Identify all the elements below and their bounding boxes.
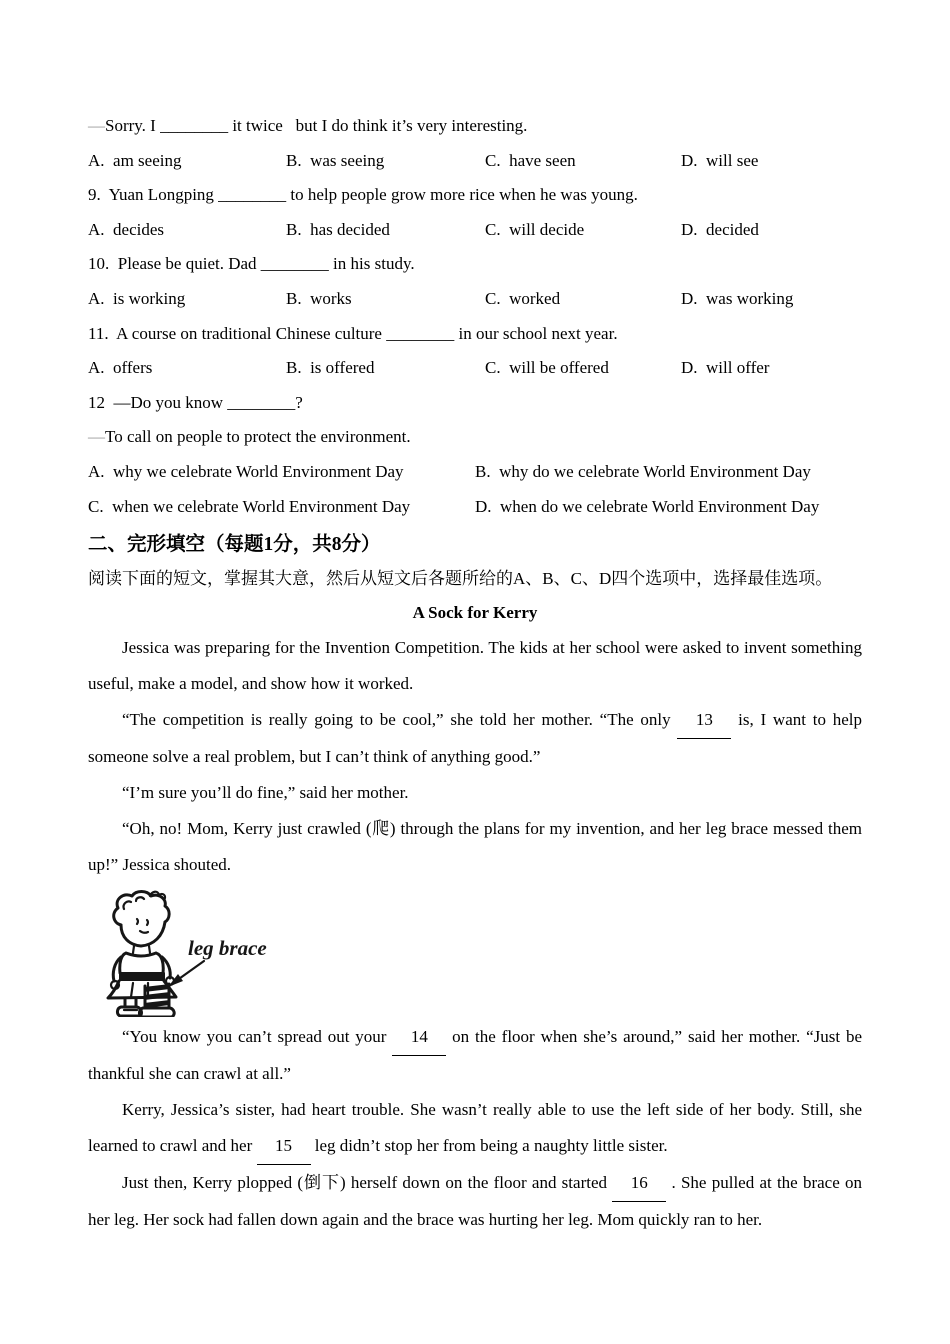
option-c: C. will decide <box>485 219 585 239</box>
paragraph-2-text: is, I want to help someone solve a real problem, but I can’t think of anything good.” <box>88 710 862 767</box>
option-b: B. why do we celebrate World Environment Day <box>475 461 811 481</box>
option-d: D. will see <box>681 150 759 170</box>
question-11-options <box>88 351 862 386</box>
paragraph-2 <box>88 702 862 775</box>
option-d: D. when do we celebrate World Environment Day <box>475 496 820 516</box>
leg-brace-label: leg brace <box>188 936 267 961</box>
paragraph-5 <box>88 1019 862 1092</box>
option-d: D. was working <box>681 288 794 308</box>
option-a: A. decides <box>88 219 165 239</box>
option-c: C. when we celebrate World Environment Day <box>88 496 411 516</box>
question-10-stem: 10. Please be quiet. Dad ________ in his study. <box>88 254 415 274</box>
multiple-choice-section <box>88 109 862 524</box>
question-12-stem: 12 —Do you know ________? <box>88 392 303 412</box>
blank-15: 15 <box>257 1128 311 1165</box>
section-2-instruction: 阅读下面的短文，掌握其大意，然后从短文后各题所给的A、B、C、D四个选项中，选择最佳选项。 <box>88 569 833 589</box>
question-8-options <box>88 144 862 179</box>
option-b: B. works <box>286 288 352 308</box>
option-b: B. was seeing <box>286 150 385 170</box>
option-c: C. will be offered <box>485 358 609 378</box>
question-8-followup-line <box>88 109 862 144</box>
passage-title: A Sock for Kerry <box>412 603 538 623</box>
question-12-options <box>88 455 862 524</box>
cloze-passage <box>88 596 862 1238</box>
question-10-options <box>88 282 862 317</box>
blank-13: 13 <box>677 702 731 739</box>
option-d: D. decided <box>681 219 759 239</box>
blank-14: 14 <box>392 1019 446 1056</box>
paragraph-6-text: Kerry, Jessica’s sister, had heart trouble. She wasn’t really able to use the left side of her body. Still, she learned to crawl and her <box>88 1100 862 1156</box>
paragraph-7-text: . She pulled at the brace on her leg. Her sock had fallen down again and the brace was hurting her leg. Mom quickly ran to her. <box>88 1173 862 1230</box>
option-a: A. am seeing <box>88 150 182 170</box>
child-with-leg-brace-illustration <box>88 889 862 1017</box>
child-drawing-icon <box>88 889 348 1017</box>
paragraph-3: “I’m sure you’ll do fine,” said her mother. <box>122 783 409 803</box>
option-a: A. why we celebrate World Environment Day <box>88 461 404 481</box>
paragraph-5-text: “You know you can’t spread out your <box>122 1027 393 1047</box>
paragraph-4: “Oh, no! Mom, Kerry just crawled (爬) through the plans for my invention, and her leg brace messed them up!” Jessica shouted. <box>88 819 862 875</box>
paragraph-2-text: “The competition is really going to be cool,” she told her mother. “The only <box>122 710 678 730</box>
question-11-stem: 11. A course on traditional Chinese culture ________ in our school next year. <box>88 323 618 343</box>
section-2-heading: 二、完形填空（每题1分，共8分） <box>88 534 381 556</box>
em-dash: — <box>88 116 105 135</box>
blank-16: 16 <box>612 1165 666 1202</box>
option-a: A. offers <box>88 358 153 378</box>
em-dash: — <box>88 427 105 447</box>
question-9-stem: 9. Yuan Longping ________ to help people grow more rice when he was young. <box>88 185 638 205</box>
question-12-answer-line <box>88 420 862 455</box>
option-c: C. worked <box>485 288 561 308</box>
question-12-answer-text: To call on people to protect the environment. <box>105 427 411 447</box>
option-b: B. is offered <box>286 358 375 378</box>
option-d: D. will offer <box>681 358 770 378</box>
paragraph-5-text: on the floor when she’s around,” said her mother. “Just be thankful she can crawl at all.” <box>88 1027 862 1084</box>
option-c: C. have seen <box>485 150 576 170</box>
paragraph-7 <box>88 1165 862 1238</box>
paragraph-1: Jessica was preparing for the Invention Competition. The kids at her school were asked to invent something useful, make a model, and show how it worked. <box>88 638 862 694</box>
paragraph-6-text: leg didn’t stop her from being a naughty little sister. <box>310 1136 668 1156</box>
option-b: B. has decided <box>286 219 390 239</box>
question-8-followup-text: Sorry. I ________ it twice but I do think it’s very interesting. <box>105 116 528 135</box>
option-a: A. is working <box>88 288 186 308</box>
question-9-options <box>88 213 862 248</box>
paragraph-6 <box>88 1092 862 1165</box>
paragraph-7-text: Just then, Kerry plopped (倒下) herself down on the floor and started <box>122 1173 613 1193</box>
